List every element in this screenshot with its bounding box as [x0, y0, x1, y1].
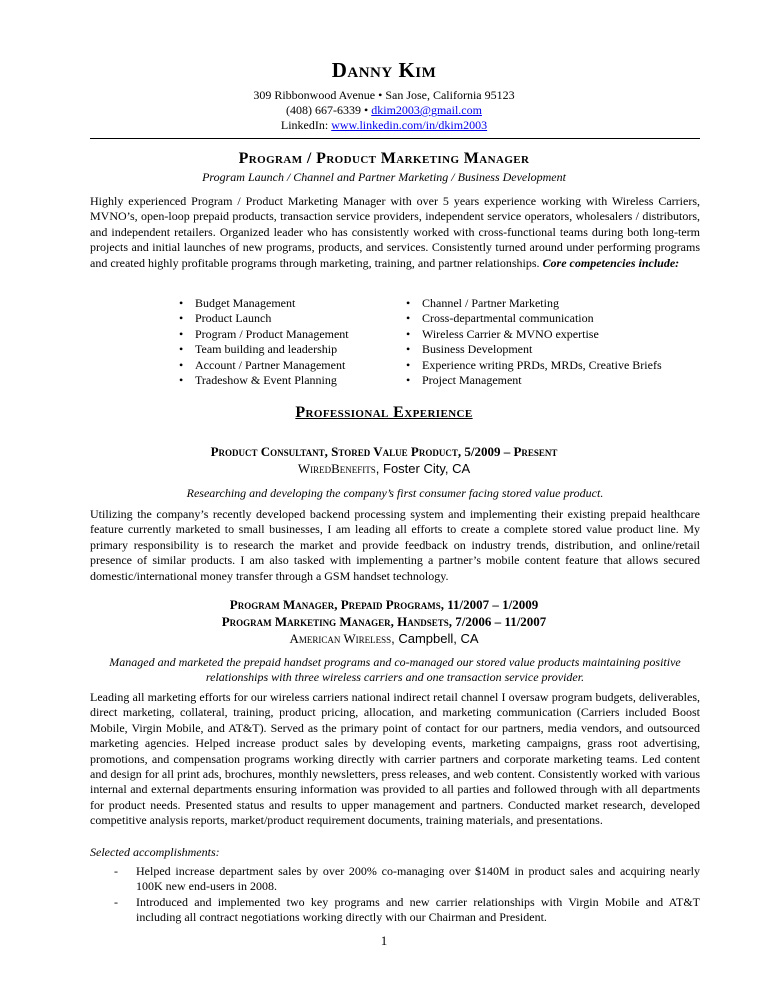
profile-title: Program / Product Marketing Manager	[238, 150, 530, 167]
job2-company	[0, 631, 768, 647]
linkedin-label: LinkedIn:	[280, 118, 332, 132]
competency-item: • Project Management	[405, 373, 662, 388]
competency-item: • Team building and leadership	[178, 342, 349, 357]
competency-item: • Product Launch	[178, 311, 349, 326]
competency-item: • Business Development	[405, 342, 662, 357]
accomplishment-item	[90, 895, 700, 926]
contact-phone-email	[0, 103, 768, 118]
header-divider	[90, 138, 700, 139]
email-link[interactable]: dkim2003@gmail.com	[371, 103, 482, 117]
profile-subtitle: Program Launch / Channel and Partner Marketing / Business Development	[202, 170, 566, 184]
job1-description: Utilizing the company’s recently developed backend processing system and implementing their existing prepaid healthcare feature currently marketed to small businesses, I am leading all efforts to create a complete stored value product line. My primary responsibility is to research the market and provide feedback on industry trends, distribution, and online/retail presence of similar products. I am also tasked with implementing a partner’s mobile content feature that allows secured domestic/international money transfer through a GSM handset technology.	[90, 507, 700, 583]
job1-company-name: WiredBenefits	[297, 461, 376, 476]
contact-linkedin	[0, 118, 768, 133]
accomplishment-text: Helped increase department sales by over 200% co-managing over $140M in product sales and acquiring nearly 100K new end-users in 2008.	[136, 864, 700, 894]
competency-item: • Tradeshow & Event Planning	[178, 373, 349, 388]
competencies-left-list	[178, 296, 349, 388]
accomplishment-item	[90, 864, 700, 895]
page-number: 1	[380, 933, 388, 948]
competencies-right-list	[405, 296, 662, 388]
competencies-label: Core competencies include:	[542, 255, 680, 270]
job2-company-name: American Wireless	[289, 631, 392, 646]
competency-item: • Program / Product Management	[178, 327, 349, 342]
linkedin-link[interactable]: www.linkedin.com/in/dkim2003	[331, 118, 488, 132]
candidate-name: Danny Kim	[331, 58, 437, 82]
experience-section-title: Professional Experience	[295, 404, 473, 421]
competency-item: • Channel / Partner Marketing	[405, 296, 662, 311]
competency-item: • Wireless Carrier & MVNO expertise	[405, 327, 662, 342]
job1-title: Product Consultant, Stored Value Product, 5/2009 – Present	[210, 444, 558, 459]
accomplishment-text: Introduced and implemented two key programs and new carrier relationships with Virgin Mobile and AT&T including all contract negotiations working directly with our Chairman and President.	[136, 895, 700, 925]
accomplishments-label: Selected accomplishments:	[90, 845, 220, 859]
competency-item: • Experience writing PRDs, MRDs, Creative Briefs	[405, 358, 662, 373]
job1-company	[0, 461, 768, 477]
list-dash: -	[114, 895, 118, 909]
job2-title-2: Program Marketing Manager, Handsets, 7/2006 – 11/2007	[221, 614, 547, 629]
job2-blurb: Managed and marketed the prepaid handset programs and co-managed our stored value products maintaining positive relationships with three wireless carriers and one transaction service provider.	[109, 655, 681, 685]
summary-text: Highly experienced Program / Product Marketing Manager with over 5 years experience working with Wireless Carriers, MVNO’s, open-loop prepaid products, transaction service providers, independent service operators, wholesalers / distributors, and independent retailers. Organized leader who has consistently worked with cross-functional teams during both long-term projects and initial launches of new programs, products, and services. Consistently turned around under performing programs and created highly profitable programs through marketing, training, and partner relationships.	[90, 194, 700, 270]
list-dash: -	[114, 864, 118, 878]
competency-item: • Cross-departmental communication	[405, 311, 662, 326]
competency-item: • Account / Partner Management	[178, 358, 349, 373]
competency-item: • Budget Management	[178, 296, 349, 311]
job1-location: , Foster City, CA	[375, 461, 471, 476]
profile-summary	[90, 194, 700, 271]
job1-blurb: Researching and developing the company’s first consumer facing stored value product.	[186, 486, 604, 500]
job2-description: Leading all marketing efforts for our wireless carriers national indirect retail channel I oversaw program budgets, deliverables, direct marketing, collateral, training, product pricing, allocation, and marketing communication (Carriers included Boost Mobile, Virgin Mobile, and AT&T). Served as the primary point of contact for our partners, media vendors, and outsourced marketing agencies. Helped increase product sales by developing events, marketing campaigns, grass root advertising, promotions, and compensation programs working directly with carrier partners and corporate marketing teams. Led content and design for all print ads, brochures, monthly newsletters, press releases, and web content. Consistently worked with various internal and external departments ensuring information was provided to all parties and followed through with all departments for product needs. Presented status and results to upper management and partners. Conducted market research, developed competitive analysis reports, market/product requirement documents, training materials, and presentations.	[90, 690, 700, 828]
job2-title-1: Program Manager, Prepaid Programs, 11/2007 – 1/2009	[229, 597, 539, 612]
contact-address: 309 Ribbonwood Avenue • San Jose, California 95123	[253, 88, 515, 102]
job2-location: , Campbell, CA	[391, 631, 479, 646]
contact-phone: (408) 667-6339 •	[286, 103, 372, 117]
